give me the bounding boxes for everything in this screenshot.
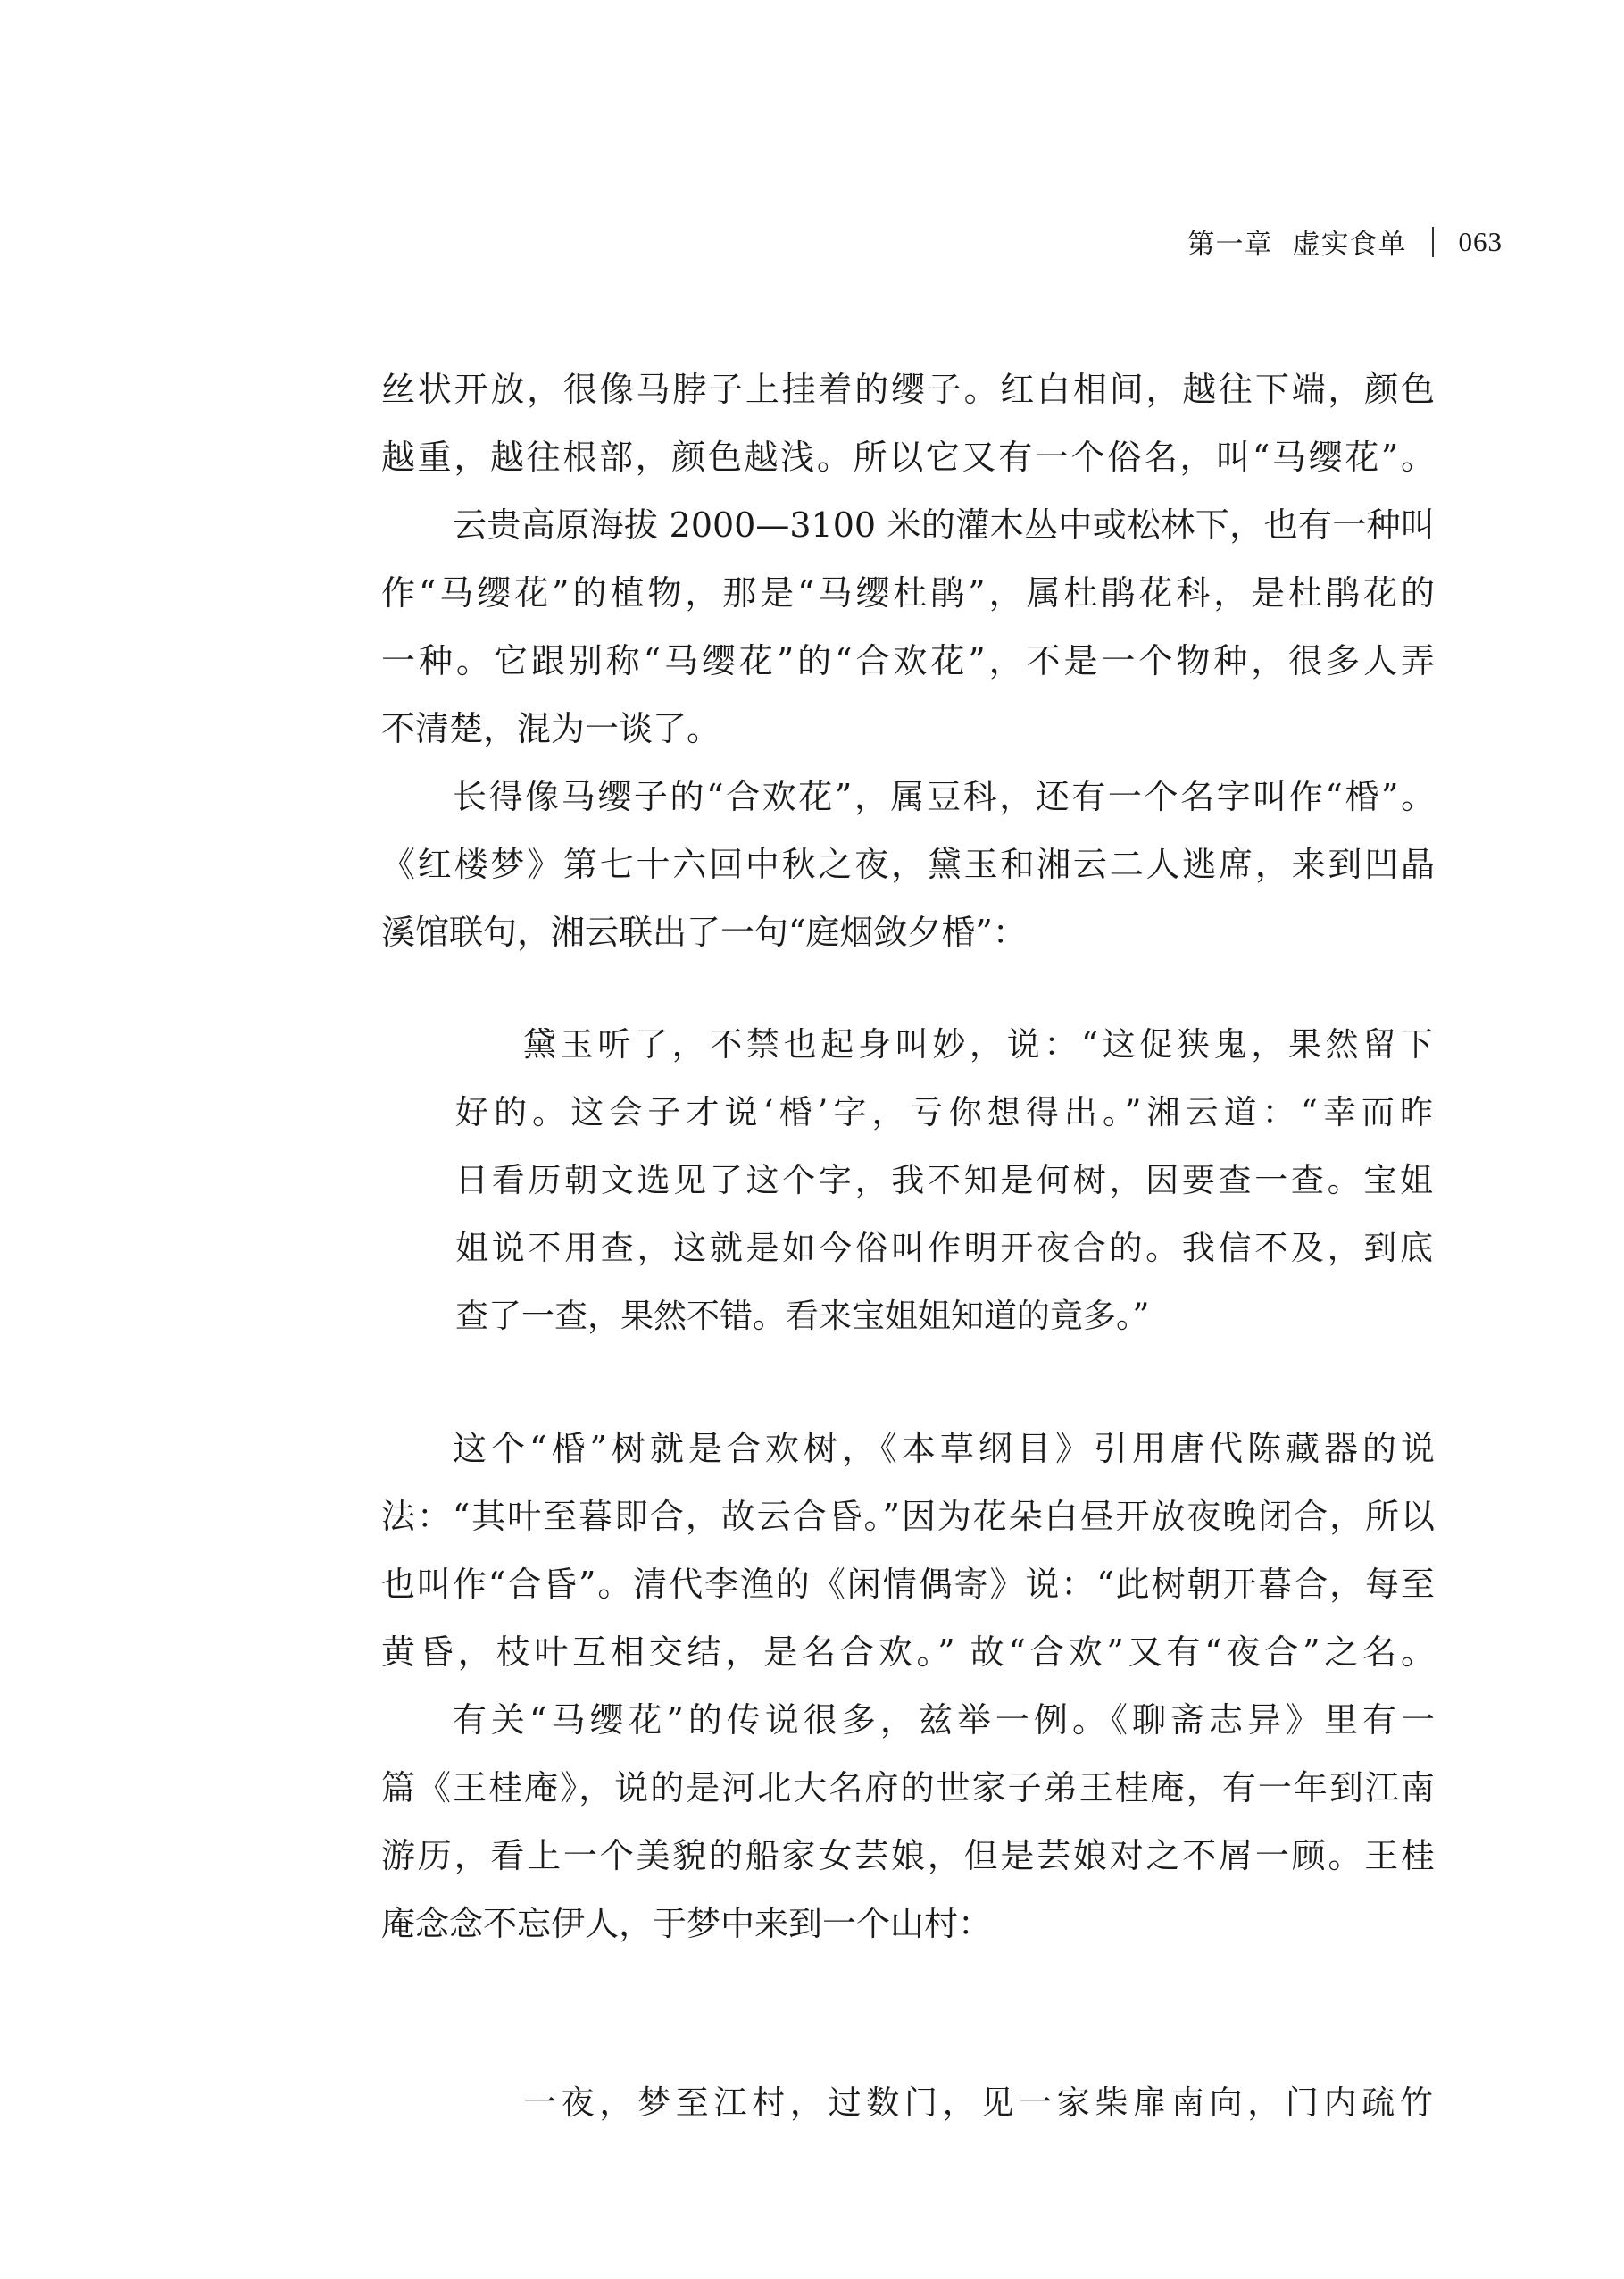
text-line: 法：“其叶至暮即合，故云合昏。”因为花朵白昼开放夜晚闭合，所以 — [381, 1497, 1435, 1536]
text-line: 《红楼梦》第七十六回中秋之夜，黛玉和湘云二人逃席，来到凹晶 — [381, 845, 1435, 884]
page-number: 063 — [1458, 225, 1503, 257]
text-line: 越重，越往根部，颜色越浅。所以它又有一个俗名，叫“马缨花”。 — [381, 438, 1435, 477]
text-line: 黄昏，枝叶互相交结，是名合欢。” 故“合欢”又有“夜合”之名。 — [381, 1632, 1435, 1672]
text-line: 一种。它跟别称“马缨花”的“合欢花”，不是一个物种，很多人弄 — [381, 641, 1435, 680]
running-header — [1187, 221, 1503, 262]
quotation-block-2 — [455, 2069, 1433, 2137]
chapter-title: 虚实食单 — [1292, 229, 1407, 261]
chapter-number: 第一章 — [1187, 229, 1273, 261]
text-line: 黛玉听了，不禁也起身叫妙，说：“这促狭鬼，果然留下 — [523, 1025, 1433, 1064]
text-line: 好的。这会子才说‘棔’字，亏你想得出。”湘云道：“幸而昨 — [455, 1093, 1433, 1131]
text-line: 庵念念不忘伊人，于梦中来到一个山村： — [381, 1904, 993, 1943]
quotation-block-1 — [455, 1011, 1433, 1350]
body-text-block-1 — [381, 355, 1435, 966]
text-line: 也叫作“合昏”。清代李渔的《闲情偶寄》说：“此树朝开暮合，每至 — [381, 1565, 1435, 1604]
text-line: 游历，看上一个美貌的船家女芸娘，但是芸娘对之不屑一顾。王桂 — [381, 1836, 1435, 1875]
text-line: 查了一查，果然不错。看来宝姐姐知道的竟多。” — [455, 1297, 1150, 1335]
body-text-block-2 — [381, 1415, 1435, 1958]
text-line: 作“马缨花”的植物，那是“马缨杜鹃”，属杜鹃花科，是杜鹃花的 — [381, 573, 1435, 613]
text-line: 这个“棔”树就是合欢树，《本草纲目》引用唐代陈藏器的说 — [453, 1429, 1435, 1468]
text-line: 日看历朝文选见了这个字，我不知是何树，因要查一查。宝姐 — [455, 1161, 1433, 1199]
text-line: 姐说不用查，这就是如今俗叫作明开夜合的。我信不及，到底 — [455, 1229, 1433, 1267]
text-line: 有关“马缨花”的传说很多，兹举一例。《聊斋志异》里有一 — [453, 1700, 1435, 1740]
text-line: 篇《王桂庵》，说的是河北大名府的世家子弟王桂庵，有一年到江南 — [381, 1768, 1435, 1807]
text-line: 溪馆联句，湘云联出了一句“庭烟敛夕棔”： — [381, 913, 1027, 952]
text-line: 一夜，梦至江村，过数门，见一家柴扉南向，门内疏竹 — [523, 2083, 1433, 2122]
text-line: 云贵高原海拔 2000—3100 米的灌木丛中或松林下，也有一种叫 — [453, 505, 1435, 545]
text-line: 长得像马缨子的“合欢花”，属豆科，还有一个名字叫作“棔”。 — [453, 777, 1435, 816]
text-line: 丝状开放，很像马脖子上挂着的缨子。红白相间，越往下端，颜色 — [381, 370, 1435, 409]
header-divider — [1432, 227, 1434, 257]
text-line: 不清楚，混为一谈了。 — [381, 709, 721, 748]
